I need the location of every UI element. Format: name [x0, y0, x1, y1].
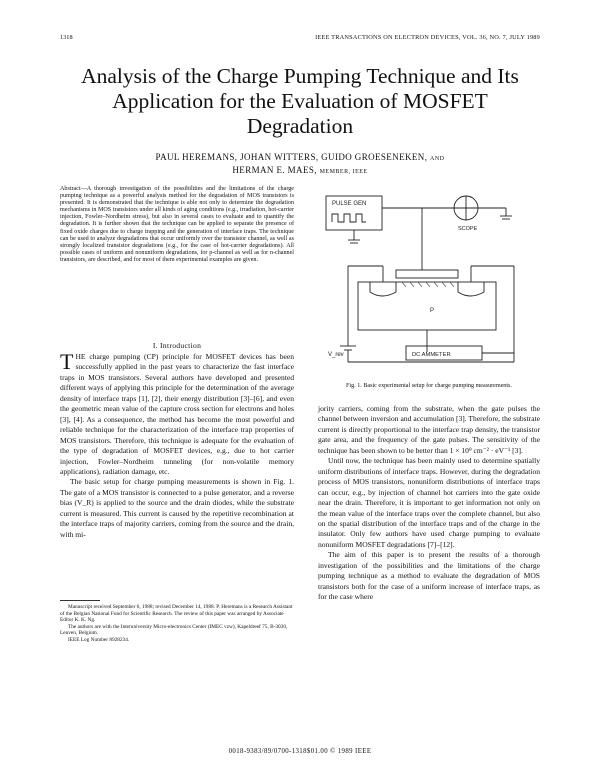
running-header: [60, 34, 540, 46]
title-line-2: Application for the Evaluation of MOSFET: [112, 89, 488, 113]
paper-title: [40, 64, 560, 139]
dc-ammeter-label: DC AMMETER: [412, 352, 451, 358]
left-column-body: [60, 349, 294, 540]
title-line-1: Analysis of the Charge Pumping Technique and Its: [81, 64, 519, 88]
title-line-3: Degradation: [246, 114, 354, 138]
right-paragraph-3: The aim of this paper is to present the results of a thorough investigation of the possibilities and the limitations of the charge pumping technique as a method to evaluate the degradation of MOS transistors both for the case of a uniform increase of interface traps, as for the case where: [318, 550, 540, 602]
author-block: [90, 152, 510, 178]
right-column-body: [318, 404, 540, 603]
right-paragraph-1: jority carriers, coming from the substrate, when the gate pulses the channel between inversion and accumulation [3]. Therefore, the substrate current is directly proportional to the interface trap density, the transistor gate area, and the frequency of the gate pulses. The sensitivity of the technique has been shown to be better than 1 × 10⁹ cm⁻² · eV⁻¹ [3].: [318, 404, 540, 455]
scope-label: SCOPE: [458, 226, 478, 232]
interface-traps: [402, 282, 454, 287]
abstract: Abstract—A thorough investigation of the possibilities and the limitations of the charge pumping technique as a powerful analysis method for the degradation of MOS transistors is presented. It is demonstrated that the technique is able not only to determine the degradation mechanisms in MOS transistors under all kinds of aging conditions (e.g., irradiation, hot-carrier injection, Fowler–Nordheim stress), but also in several cases to evaluate and to quantify the degradation. It is further shown that the technique can be applied to separate the presence of fixed oxide charges due to charge trapping and the generation of interface traps. The technique can be used to analyze degradations that occur uniformly over the transistor channel, as well as strongly localized transistor degradations (e.g., for the case of hot-carrier degradations). All possible cases of uniform and nonuniform degradations, for p-channel as well as for n-channel transistors, are described, and for most of them experimental examples are given.: [60, 186, 294, 263]
footnote-rule: [60, 600, 100, 601]
pulse-gen-label: PULSE GEN: [332, 201, 367, 207]
intro-paragraph-1: [60, 349, 294, 477]
footnote-manuscript: Manuscript received September 6, 1988; revised December 14, 1988. P. Heremans is a Research Assistant of the Belgian National Fund for Scientific Research. The review of this paper was arranged by Associate Editor K. K. Ng.: [60, 604, 293, 623]
page-number: 1318: [60, 34, 73, 41]
drop-cap: T: [60, 349, 74, 374]
right-paragraph-2: Until now, the technique has been mainly used to determine spatially uniform distributions of interface traps. However, during the degradation process of MOS transistors, nonuniform distributions of interface traps can occur, e.g., by injection of channel hot carriers into the gate oxide near the drain. Therefore, it is important to get information not only on the mean value of the interface traps over the complete channel, but also on the spatial distribution of the interface traps and of the charge in the insulator. Only few authors have used charge pumping to evaluate nonuniform MOSFET degradations [7]–[12].: [318, 456, 540, 549]
author-names: PAUL HEREMANS, JOHAN WITTERS, GUIDO GROESENEKEN,: [155, 152, 428, 162]
figure-1-caption: Fig. 1. Basic experimental setup for charge pumping measurements.: [346, 383, 512, 389]
intro-paragraph-2: The basic setup for charge pumping measurements is shown in Fig. 1. The gate of a MOS transistor is connected to a pulse generator, and a reverse bias (V_R) is applied to the source and the drain diodes, while the substrate current is measured. This current is caused by the repetitive recombination at the interface traps of majority carriers, coming from the source and the drain, with mi-: [60, 477, 294, 539]
pulse-train-icon: [332, 214, 366, 222]
author-name-last: HERMAN E. MAES,: [232, 165, 317, 175]
source-diffusion: [370, 282, 396, 296]
gate-electrode: [396, 270, 458, 278]
footnotes: [60, 600, 294, 643]
vrev-label: V_rev: [328, 352, 344, 358]
author-membership: MEMBER, IEEE: [319, 169, 368, 175]
journal-header: IEEE TRANSACTIONS ON ELECTRON DEVICES, VOL. 36, NO. 7, JULY 1989: [315, 34, 540, 41]
substrate-p-label: P: [430, 308, 435, 314]
footnote-log-number: IEEE Log Number 8928234.: [68, 636, 130, 643]
drain-diffusion: [458, 282, 484, 296]
figure-1-schematic: [318, 186, 540, 376]
figure-1: [318, 186, 540, 376]
intro-paragraph-1-text: HE charge pumping (CP) principle for MOSFET devices has been successfully applied in the past years to characterize the fast interface traps in MOS transistors. Several authors have developed and presented different ways of applying this principle for the determination of the average density of interface traps [1], [2], their energy distribution [3]–[6], and even the geometric mean value of the capture cross section for electrons and holes [3], [4]. As a consequence, the method has become the most powerful and reliable technique for the characterization of the interface trap properties of MOS transistors. Therefore, this technique is adequate for the evaluation of the type of degradation of MOSFET devices, e.g., due to hot carrier injection, Fowler–Nordheim tunneling (for non-volatile memory applications), radiation damage, etc.: [60, 352, 294, 476]
section-heading: I. Introduction: [152, 341, 202, 350]
author-and: AND: [430, 156, 445, 162]
copyright-line: 0018-9383/89/0700-1318$01.00 © 1989 IEEE: [228, 748, 372, 755]
substrate-region: [358, 282, 496, 330]
footnote-affiliation: The authors are with the Interuniversity Micro-electronics Center (IMEC vzw), Kapeldreef 75, B-3030, Leuven, Belgium.: [60, 623, 288, 636]
